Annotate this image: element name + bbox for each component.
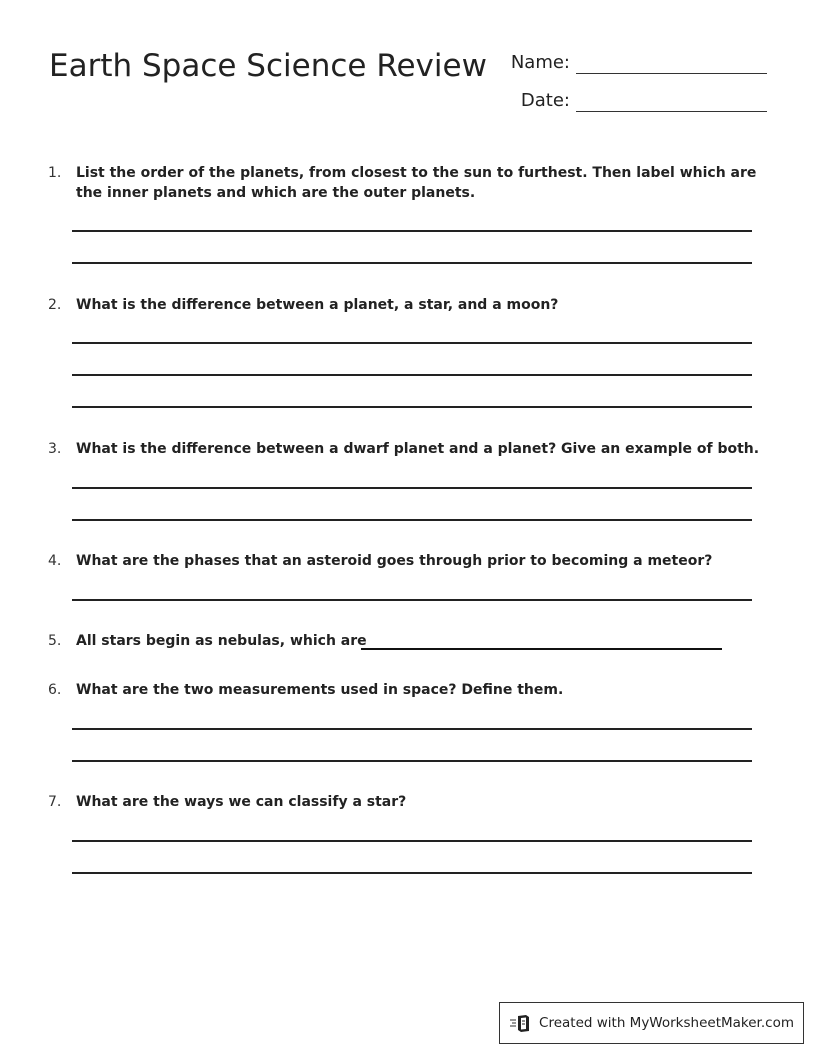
question-4 (48, 551, 768, 571)
question-7 (48, 792, 768, 812)
question-text: What is the difference between a planet, a star, and a moon? (76, 297, 559, 313)
fill-in-blank-line[interactable] (361, 648, 722, 650)
answer-line[interactable] (72, 487, 752, 489)
question-number: 2. (48, 297, 62, 313)
question-text: What are the ways we can classify a star? (76, 794, 407, 810)
question-number: 1. (48, 165, 62, 181)
date-blank-line[interactable] (576, 110, 767, 112)
date-field (480, 92, 767, 110)
answer-line[interactable] (72, 406, 752, 408)
question-3 (48, 439, 768, 459)
question-number: 6. (48, 682, 62, 698)
question-text: List the order of the planets, from closest to the sun to furthest. Then label which are the inner planets and which are the outer planets. (76, 165, 757, 201)
answer-line[interactable] (72, 230, 752, 232)
name-field (480, 54, 767, 72)
date-label: Date: (520, 90, 570, 111)
answer-line[interactable] (72, 872, 752, 874)
question-6 (48, 680, 768, 700)
answer-line[interactable] (72, 728, 752, 730)
question-text: What are the phases that an asteroid goes through prior to becoming a meteor? (76, 553, 713, 569)
answer-line[interactable] (72, 840, 752, 842)
footer-text: Created with MyWorksheetMaker.com (539, 1015, 794, 1031)
worksheet-logo-icon (509, 1013, 533, 1033)
name-label: Name: (510, 52, 570, 73)
answer-line[interactable] (72, 760, 752, 762)
question-number: 3. (48, 441, 62, 457)
question-text: What are the two measurements used in space? Define them. (76, 682, 564, 698)
question-number: 4. (48, 553, 62, 569)
footer-credit-box (499, 1002, 804, 1044)
question-number: 5. (48, 633, 62, 649)
worksheet-title: Earth Space Science Review (49, 48, 487, 84)
answer-line[interactable] (72, 599, 752, 601)
question-1 (48, 163, 768, 203)
name-blank-line[interactable] (576, 72, 767, 74)
answer-line[interactable] (72, 262, 752, 264)
question-text: All stars begin as nebulas, which are (76, 633, 367, 649)
question-text: What is the difference between a dwarf planet and a planet? Give an example of both. (76, 441, 760, 457)
question-2 (48, 295, 768, 315)
question-number: 7. (48, 794, 62, 810)
answer-line[interactable] (72, 342, 752, 344)
answer-line[interactable] (72, 374, 752, 376)
answer-line[interactable] (72, 519, 752, 521)
